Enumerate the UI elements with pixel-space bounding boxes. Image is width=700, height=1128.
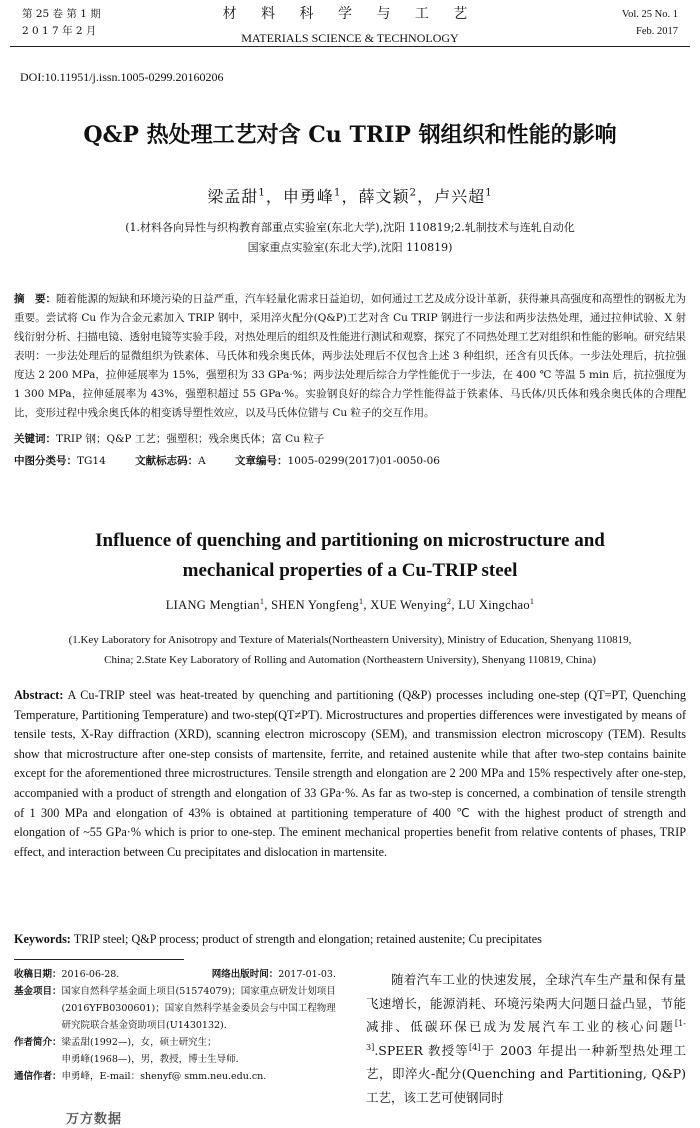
online-date [212,966,336,983]
doc-code-value: A [198,455,206,467]
author-affil-mark: 1 [258,186,266,199]
online-value: 2017-01-03. [278,969,336,980]
author-name: LU Xingchao [458,598,530,612]
author-affil-mark: 1 [359,596,364,606]
abstract-text-en: A Cu-TRIP steel was heat-treated by quenching and partitioning (Q&P) processes including one-step (QT=PT, Quenching Temperature, Partitioning Temperature) and two-step(QT≠PT). Microstructures and properties differences were investigated by means of tensile tests, X-Ray diffraction (XRD), scanning electron microscopy (SEM), and transmission electron microscopy (TEM). Results show that microstructure after one-step consists of martensite, ferrite, and retained austenite while that after two-step contains bainite except for the aforementioned three microstructures. Tensile strength and elongation are 2 200 MPa and 15% respectively after one-step, accompanied with a product of strength and elongation of 33 GPa·%. As far as two-step is concerned, a combination of tensile strength of 1 300 MPa and elongation of 43% is obtained at partitioning temperature of 400 ℃ with the highest product of strength and elongation of ~55 GPa·% which is prior to one-step. The eminent mechanical properties benefit from relative contents of phases, TRIP effect, and interaction between Cu precipitates and dislocation in martensite. [14,688,686,859]
received-value: 2016-06-28. [61,969,120,980]
author-affil-mark: 1 [333,186,342,199]
header-rule [10,46,690,47]
journal-name-cn: 材 料 科 学 与 工 艺 [222,6,478,22]
running-header-left [22,6,101,40]
article-title-cn: Q&P 热处理工艺对含 Cu TRIP 钢组织和性能的影响 [83,122,617,148]
abstract-cn [14,290,686,423]
body-text: 于 2003 年提出一种新型热处理工艺，即淬火-配分(Quenching and Partitioning, Q&P)工艺，该工艺可使钢同时 [366,1042,686,1105]
author-affil-mark: 1 [259,596,265,606]
journal-name-en: MATERIALS SCIENCE & TECHNOLOGY [241,31,459,45]
running-header-right [622,6,678,40]
article-number-value: 1005-0299(2017)01-0050-06 [287,455,440,467]
volume-issue: 第 25 卷 第 1 期 [22,8,101,20]
body-text: 随着汽车工业的快速发展，全球汽车生产量和保有量飞速增长，能源消耗、环境污染两大问题日益凸显，节能减排、低碳环保已成为发展汽车工业的核心问题 [366,972,686,1034]
volume-issue-en: Vol. 25 No. 1 [621,9,678,20]
received-label: 收稿日期： [14,969,62,980]
author-name: 申勇峰 [282,187,334,206]
keywords-text-en: TRIP steel; Q&P process; product of strength and elongation; retained austenite; Cu precipitates [70,932,542,946]
author-affil-mark: 1 [485,186,493,199]
author-affil-mark: 1 [529,596,535,606]
author-name: LIANG Mengtian [165,598,260,612]
author-affil-mark: 2 [409,186,418,199]
keywords-label-cn: 关键词： [14,433,56,445]
keywords-en [14,930,686,950]
author-name: 薛文颖 [358,187,410,206]
funding-text: 国家自然科学基金面上项目(51574079)；国家重点研发计划项目(2016YFB0300601)；国家自然科学基金委员会与中国工程物理研究院联合基金资助项目(U1430132). [61,986,336,1031]
classification-line [14,452,686,471]
citation-ref[interactable]: [1-3] [366,1017,686,1052]
author-bio-label: 作者简介： [14,1037,62,1048]
author-list-cn: 梁孟甜$^1$，申勇峰$^1$，薛文颖$^2$，卢兴超$^1$ [207,186,493,206]
author-name: 梁孟甜 [207,187,259,206]
author-bio-line: 申勇峰(1968—)，男，教授，博士生导师. [61,1054,239,1065]
affiliation-line: (1.材料各向异性与织构教育部重点实验室(东北大学),沈阳 110819;2.轧制技术与连轧自动化 [125,221,575,234]
issue-date-cn: 2 0 1 7 年 2 月 [22,25,97,37]
footnote-rule [14,959,184,960]
body-intro-paragraph [366,968,686,1109]
clc-number [14,455,106,467]
author-name: XUE Wenying [370,598,447,612]
funding-label: 基金项目： [14,986,62,997]
author-name: 卢兴超 [434,187,486,206]
corresponding-text: 申勇峰，E-mail：shenyf@ smm.neu.edu.cn. [61,1071,267,1082]
affiliation-line: (1.Key Laboratory for Anisotropy and Texture of Materials(Northeastern University), Ministry of Education, Shenyang 110819, [68,634,632,646]
abstract-en [14,686,686,862]
received-date [14,966,119,983]
keywords-label-en: Keywords: [14,932,71,946]
corresponding-label: 通信作者： [14,1071,62,1082]
abstract-label-en: Abstract: [14,688,64,702]
author-bio-line: 梁孟甜(1992—)，女，硕士研究生； [61,1037,217,1048]
author-affil-mark: 2 [446,596,452,606]
issue-date-en: Feb. 2017 [636,26,678,37]
watermark: 万方数据 [66,1112,123,1127]
clc-label: 中图分类号： [14,455,77,467]
footnotes [14,966,336,1085]
keywords-cn [14,430,686,449]
funding-note [14,983,336,1034]
affiliation-en [14,630,686,670]
abstract-label-cn: 摘 要： [14,293,56,305]
doc-code-label: 文献标志码： [135,455,199,467]
online-label: 网络出版时间： [211,969,279,980]
author-list-en: LIANG Mengtian$^1$, SHEN Yongfeng$^1$, XUE Wenying$^2$, LU Xingchao$^1$ [165,596,535,612]
clc-value: TG14 [77,455,106,467]
journal-masthead [180,4,520,46]
affiliation-line: 国家重点实验室(东北大学),沈阳 110819) [247,241,453,254]
corresponding-author-note [14,1068,336,1085]
footnote-dates [14,966,336,983]
doi[interactable]: DOI:10.11951/j.issn.1005-0299.20160206 [20,70,224,84]
article-number-label: 文章编号： [235,455,288,467]
affiliation-cn [60,218,640,258]
author-name: SHEN Yongfeng [271,598,360,612]
article-number [235,455,440,467]
author-bio-note [14,1034,336,1068]
citation-ref[interactable]: [4] [468,1041,481,1052]
keywords-text-cn: TRIP 钢；Q&P 工艺；强塑积；残余奥氏体；富 Cu 粒子 [56,433,325,445]
abstract-text-cn: 随着能源的短缺和环境污染的日益严重，汽车轻量化需求日益迫切，如何通过工艺及成分设计革新，获得兼具高强度和高塑性的钢板尤为重要。尝试将 Cu 作为合金元素加入 TRIP 钢中，采用淬火配分(Q&P)工艺对含 Cu TRIP 钢进行一步法和两步法热处理，通过拉伸试验、X 射线衍射分析、扫描电镜、透射电镜等实验手段，对热处理后的组织及性能进行测试和观察，探究了不同热处理工艺对组织和性能的影响。研究结果表明：一步法处理后的显微组织为铁素体、马氏体和残余奥氏体，两步法处理后不仅包含上述 3 种组织，还含有贝氏体。一步法处理后，抗拉强度达 2 200 MPa，拉伸延展率为 15%，强塑积为 33 GPa·%；两步法处理后综合力学性能优于一步法，在 400 ℃ 等温 5 min 后，抗拉强度为 1 300 MPa，拉伸延展率为 43%，强塑积超过 55 GPa·%。实验钢良好的综合力学性能得益于铁素体、马氏体/贝氏体和残余奥氏体的合理配比，变形过程中残余奥氏体的相变诱导塑性效应，以及马氏体位错与 Cu 粒子的交互作用。 [14,293,686,419]
document-code [135,455,206,467]
affiliation-line: China; 2.State Key Laboratory of Rolling and Automation (Northeastern University), Shenyang 110819, China) [104,654,596,666]
article-title-en: Influence of quenching and partitioning on microstructure and mechanical properties of a Cu-TRIP steel [95,530,605,581]
body-text: .SPEER 教授等 [374,1042,469,1058]
